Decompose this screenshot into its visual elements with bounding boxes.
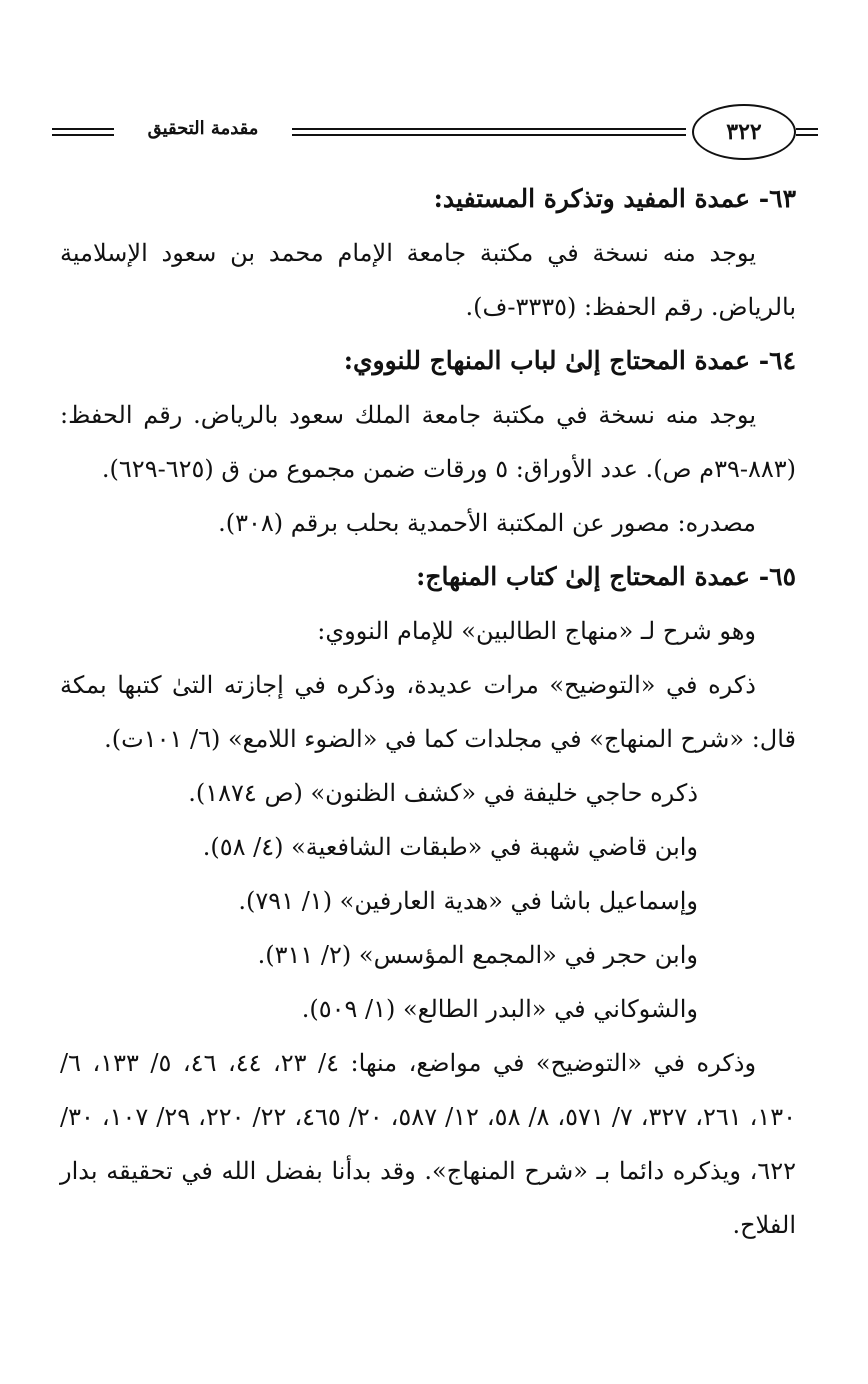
running-title: مقدمة التحقيق	[147, 118, 259, 139]
reference-item: ذكره حاجي خليفة في «كشف الظنون» (ص ١٨٧٤).	[188, 779, 698, 807]
entry-intro: وهو شرح لـ «منهاج الطالبين» للإمام النووي:	[317, 617, 756, 645]
reference-item: والشوكاني في «البدر الطالع» (١/ ٥٠٩).	[301, 995, 698, 1023]
entry-heading: ٦٤- عمدة المحتاج إلىٰ لباب المنهاج للنووي:	[343, 346, 796, 375]
entry-65	[60, 550, 796, 1252]
entry-paragraph: يوجد منه نسخة في مكتبة جامعة الإمام محمد بن سعود الإسلامية بالرياض. رقم الحفظ: (٣٣٣٥-ف).	[60, 239, 796, 321]
page-number-oval	[692, 104, 796, 160]
entry-paragraph: ذكره في «التوضيح» مرات عديدة، وذكره في إجازته التىٰ كتبها بمكة قال: «شرح المنهاج» في مجلدات كما في «الضوء اللامع» (٦/ ١٠١ت).	[60, 671, 796, 753]
entry-heading: ٦٣- عمدة المفيد وتذكرة المستفيد:	[433, 184, 796, 213]
page-header	[50, 100, 818, 164]
reference-item: وابن حجر في «المجمع المؤسس» (٢/ ٣١١).	[257, 941, 698, 969]
entry-64	[60, 334, 796, 550]
entry-paragraph: يوجد منه نسخة في مكتبة جامعة الملك سعود بالرياض. رقم الحفظ: (٨٨٣-٣٩م ص). عدد الأوراق: ٥ ورقات ضمن مجموع من ق (٦٢٥-٦٢٩).	[60, 401, 796, 483]
header-rule-middle	[292, 128, 686, 136]
reference-list	[60, 766, 796, 1036]
page-body	[60, 172, 796, 1252]
page-number: ٣٢٢	[726, 119, 762, 145]
entry-source-note: مصدره: مصور عن المكتبة الأحمدية بحلب برقم (٣٠٨).	[218, 509, 756, 537]
header-rule-right	[796, 128, 818, 136]
entry-heading: ٦٥- عمدة المحتاج إلىٰ كتاب المنهاج:	[416, 562, 796, 591]
entry-63	[60, 172, 796, 334]
reference-item: وإسماعيل باشا في «هدية العارفين» (١/ ٧٩١).	[238, 887, 698, 915]
reference-item: وابن قاضي شهبة في «طبقات الشافعية» (٤/ ٥٨).	[202, 833, 698, 861]
header-rule-left	[52, 128, 114, 136]
entry-closing-paragraph: وذكره في «التوضيح» في مواضع، منها: ٤/ ٢٣، ٤٤، ٤٦، ٥/ ١٣٣، ٦/ ١٣٠، ٢٦١، ٣٢٧، ٧/ ٥٧١، ٨/ ٥٨، ١٢/ ٥٨٧، ٢٠/ ٤٦٥، ٢٢/ ٢٢٠، ٢٩/ ١٠٧، ٣٠/ ٦٢٢، ويذكره دائما بـ «شرح المنهاج». وقد بدأنا بفضل الله في تحقيقه بدار الفلاح.	[60, 1049, 797, 1239]
